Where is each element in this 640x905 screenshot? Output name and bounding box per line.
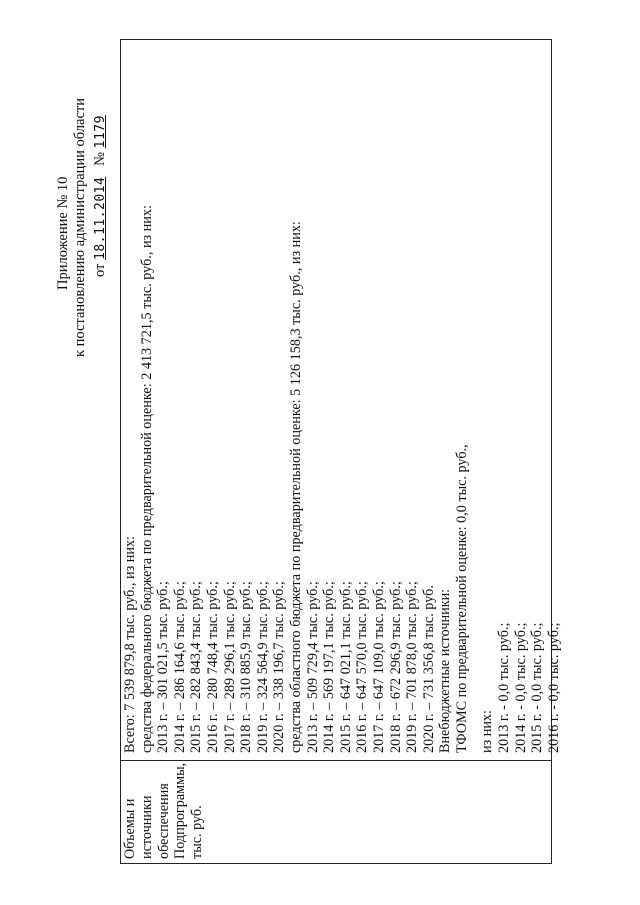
regional-budget-line: средства областного бюджета по предварительной оценке: 5 126 158,3 тыс. руб., из них: — [287, 221, 304, 753]
year-line: 2020 г. – 731 356,8 тыс. руб. — [420, 585, 437, 753]
document-date: 18.11.2014 — [93, 176, 108, 260]
year-line: 2016 г. – 280 748,4 тыс. руб.; — [204, 581, 221, 753]
extrabudgetary-heading: Внебюджетные источники: — [437, 588, 454, 753]
year-line: 2015 г. – 647 021,1 тыс. руб.; — [337, 581, 354, 753]
year-line: 2016 г. – 647 570,0 тыс. руб.; — [354, 581, 371, 753]
appendix-date-number — [92, 115, 109, 277]
year-line: 2013 г. - 0,0 тыс. руб.; — [496, 622, 513, 753]
label-line: источники — [138, 795, 155, 859]
table-value-cell — [122, 44, 562, 753]
year-line: 2014 г. – 286 164,6 тыс. руб.; — [171, 581, 188, 753]
label-line: обеспечения — [155, 783, 172, 859]
label-line: тыс. руб. — [189, 805, 206, 859]
of-which-line: из них: — [479, 710, 496, 753]
date-prefix: от — [92, 263, 108, 277]
year-line: 2018 г. – 310 885,9 тыс. руб.; — [238, 581, 255, 753]
year-line: 2013 г. – 509 729,4 тыс. руб.; — [304, 581, 321, 753]
year-line: 2018 г. – 672 296,9 тыс. руб.; — [387, 581, 404, 753]
appendix-subtitle: к постановлению администрации области — [72, 97, 88, 357]
year-line: 2014 г. – 569 197,1 тыс. руб.; — [321, 581, 338, 753]
appendix-header — [52, 22, 114, 882]
rotated-document-page — [52, 22, 562, 882]
column-divider — [121, 760, 551, 761]
document-number: 1179 — [93, 115, 108, 149]
year-line: 2019 г. – 324 564,9 тыс. руб.; — [254, 581, 271, 753]
label-line: Объемы и — [122, 798, 138, 859]
year-line: 2019 г. – 701 878,0 тыс. руб.; — [404, 581, 421, 753]
year-line: 2020 г. – 338 196,7 тыс. руб.; — [271, 581, 288, 753]
year-line: 2014 г. - 0,0 тыс. руб.; — [512, 622, 529, 753]
year-line: 2016 г. - 0,0 тыс. руб.; — [545, 622, 562, 753]
federal-budget-line: средства федерального бюджета по предварительной оценке: 2 413 721,5 тыс. руб., из них: — [138, 205, 155, 753]
table-label-cell — [122, 763, 206, 859]
appendix-title: Приложение № 10 — [55, 176, 71, 290]
number-label: № — [92, 151, 108, 166]
year-line: 2015 г. - 0,0 тыс. руб.; — [529, 622, 546, 753]
funding-table — [120, 39, 562, 864]
year-line: 2015 г. – 282 843,4 тыс. руб.; — [188, 581, 205, 753]
year-line: 2017 г. – 647 109,0 тыс. руб.; — [370, 581, 387, 753]
label-line: Подпрограммы, — [172, 762, 189, 859]
total-line: Всего: 7 539 879,8 тыс. руб., из них: — [122, 536, 138, 753]
year-line: 2013 г. – 301 021,5 тыс. руб.; — [155, 581, 172, 753]
year-line: 2017 г. – 289 296,1 тыс. руб.; — [221, 581, 238, 753]
tfoms-line: ТФОМС по предварительной оценке: 0,0 тыс. руб., — [453, 444, 470, 753]
